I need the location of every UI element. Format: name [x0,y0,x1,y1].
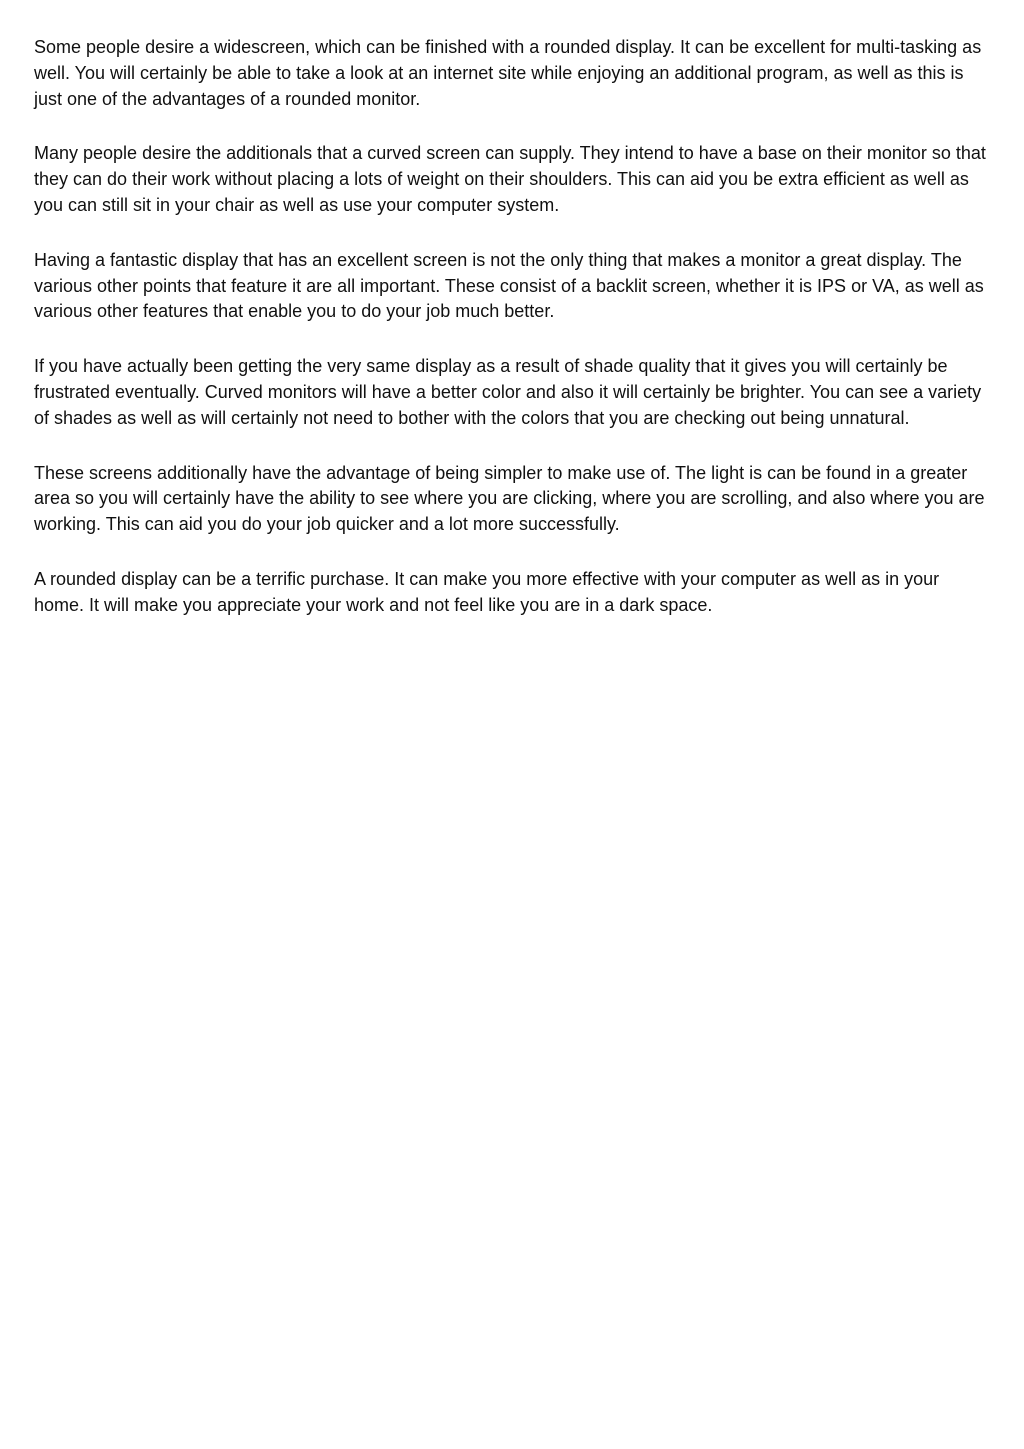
paragraph-4: If you have actually been getting the very same display as a result of shade quality that it gives you will certainly be frustrated eventually. Curved monitors will have a better color and also it will certainly be brighter. You can see a variety of shades as well as will certainly not need to bother with the colors that you are checking out being unnatural. [34,356,982,428]
paragraph-3: Having a fantastic display that has an excellent screen is not the only thing that makes a monitor a great display. The various other points that feature it are all important. These consist of a backlit screen, whether it is IPS or VA, as well as various other features that enable you to do your job much better. [34,249,984,322]
paragraph-6: A rounded display can be a terrific purchase. It can make you more effective with your computer as well as in your home. It will make you appreciate your work and not feel like you are in a dark space. [34,568,940,615]
paragraph-1: Some people desire a widescreen, which can be finished with a rounded display. It can be excellent for multi-tasking as well. You will certainly be able to take a look at an internet site while enjoying an additional program, as well as this is just one of the advantages of a rounded monitor. [34,37,982,109]
paragraph-2: Many people desire the additionals that a curved screen can supply. They intend to have a base on their monitor so that they can do their work without placing a lots of weight on their shoulders. This can aid you be extra efficient as well as you can still sit in your chair as well as use your computer system. [34,143,986,215]
paragraph-5: These screens additionally have the advantage of being simpler to make use of. The light is can be found in a greater area so you will certainly have the ability to see where you are clicking, where you are scrolling, and also where you are working. This can aid you do your job quicker and a lot more successfully. [34,462,985,535]
